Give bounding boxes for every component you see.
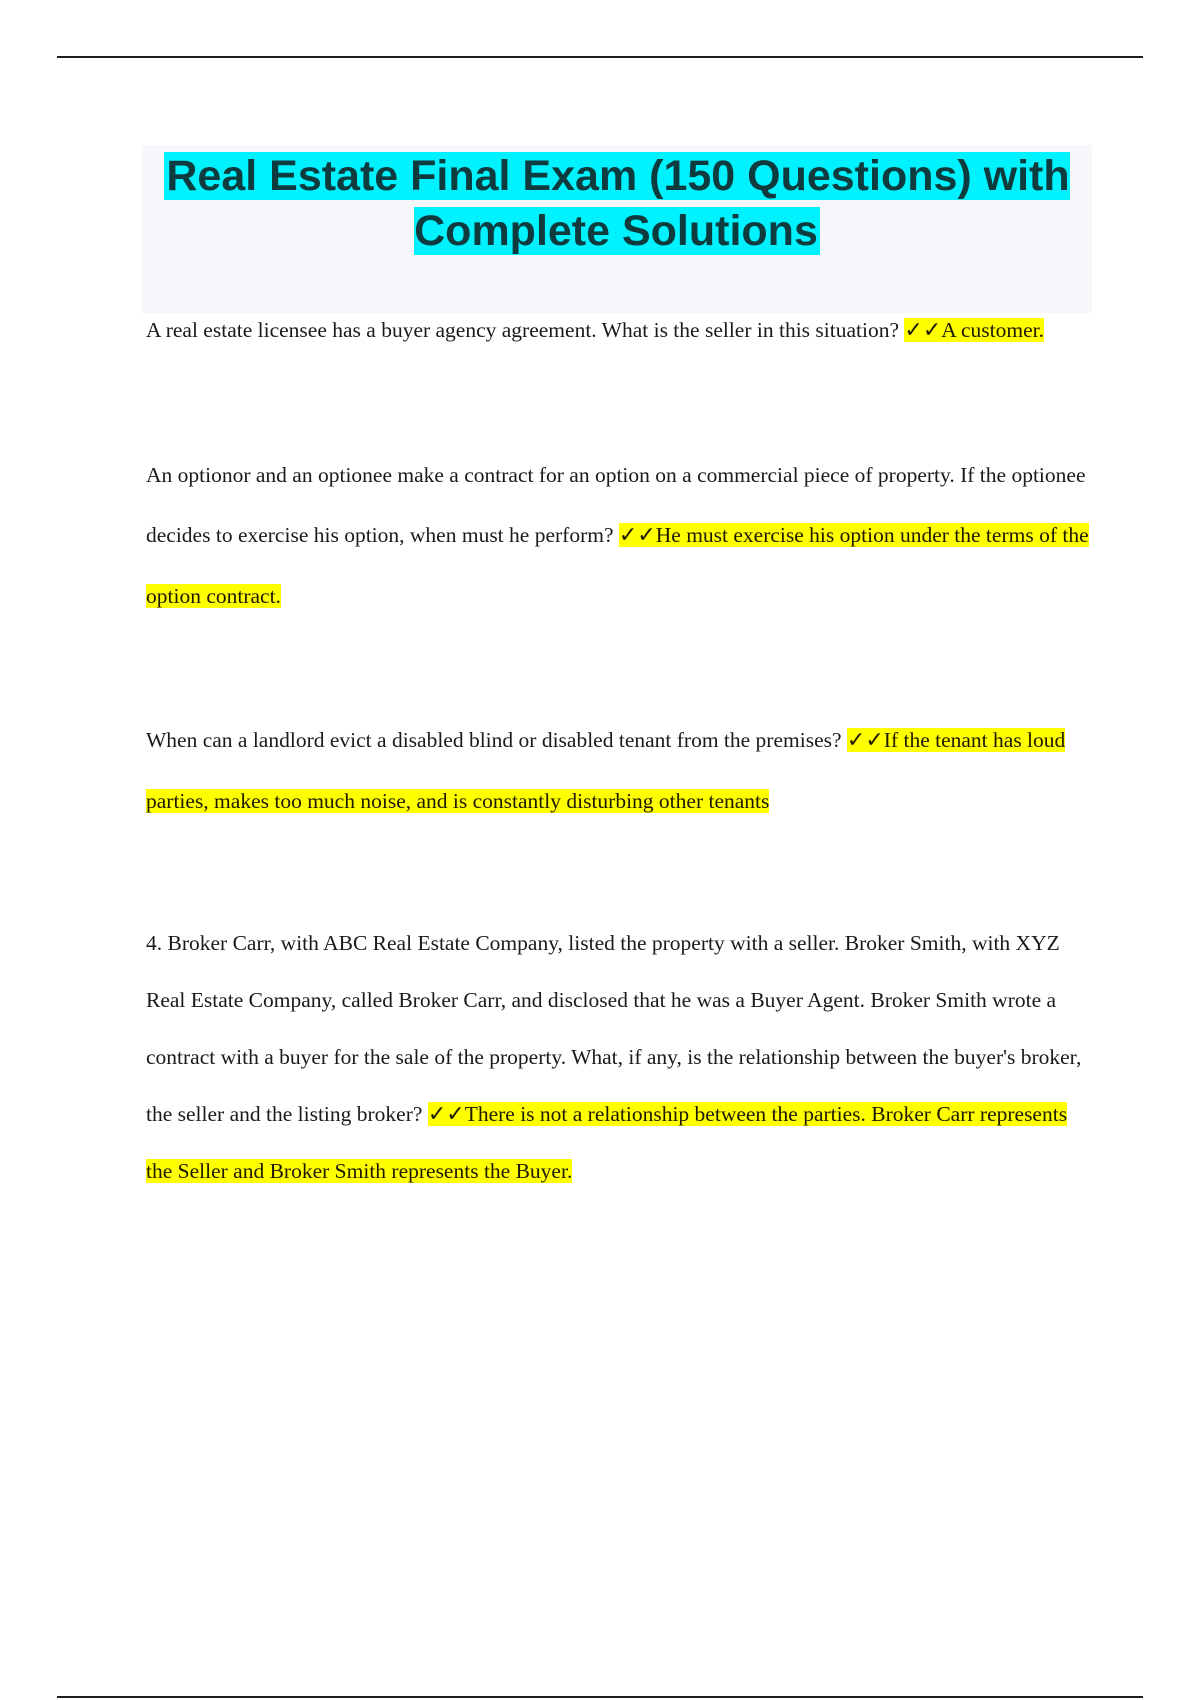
bottom-rule xyxy=(57,1696,1143,1698)
answer-text: He must exercise his option under the terms of the option contract. xyxy=(146,523,1089,608)
qa-item xyxy=(146,710,1096,831)
qa-item xyxy=(146,915,1096,1200)
qa-item xyxy=(146,300,1096,361)
double-check-icon: ✓✓ xyxy=(427,1102,465,1127)
double-check-icon: ✓✓ xyxy=(904,318,942,343)
question-text: When can a landlord evict a disabled blind or disabled tenant from the premises? xyxy=(146,728,842,752)
double-check-icon: ✓✓ xyxy=(846,728,884,753)
title-box xyxy=(142,145,1092,313)
top-rule xyxy=(57,56,1143,58)
question-text: 4. Broker Carr, with ABC Real Estate Company, listed the property with a seller. Broker Smith, with XYZ Real Estate Company, called Broker Carr, and disclosed that he was a Buyer Agent. Broker Smith wrote a contract with a buyer for the sale of the property. What, if any, is the relationship between the buyer's broker, the seller and the listing broker? xyxy=(146,931,1082,1126)
double-check-icon: ✓✓ xyxy=(618,523,656,548)
answer-text: A customer. xyxy=(941,318,1044,342)
answer-text: There is not a relationship between the parties. Broker Carr represents the Seller and Broker Smith represents the Buyer. xyxy=(146,1102,1068,1183)
qa-list xyxy=(146,300,1096,1200)
qa-item xyxy=(146,445,1096,626)
answer-highlight xyxy=(904,318,1044,342)
document-title: Real Estate Final Exam (150 Questions) with Complete Solutions xyxy=(166,152,1070,255)
question-text: A real estate licensee has a buyer agency agreement. What is the seller in this situation? xyxy=(146,318,900,342)
answer-text: If the tenant has loud parties, makes too much noise, and is constantly disturbing other tenants xyxy=(146,728,1066,813)
question-text: An optionor and an optionee make a contract for an option on a commercial piece of property. If the optionee decides to exercise his option, when must he perform? xyxy=(146,463,1086,547)
